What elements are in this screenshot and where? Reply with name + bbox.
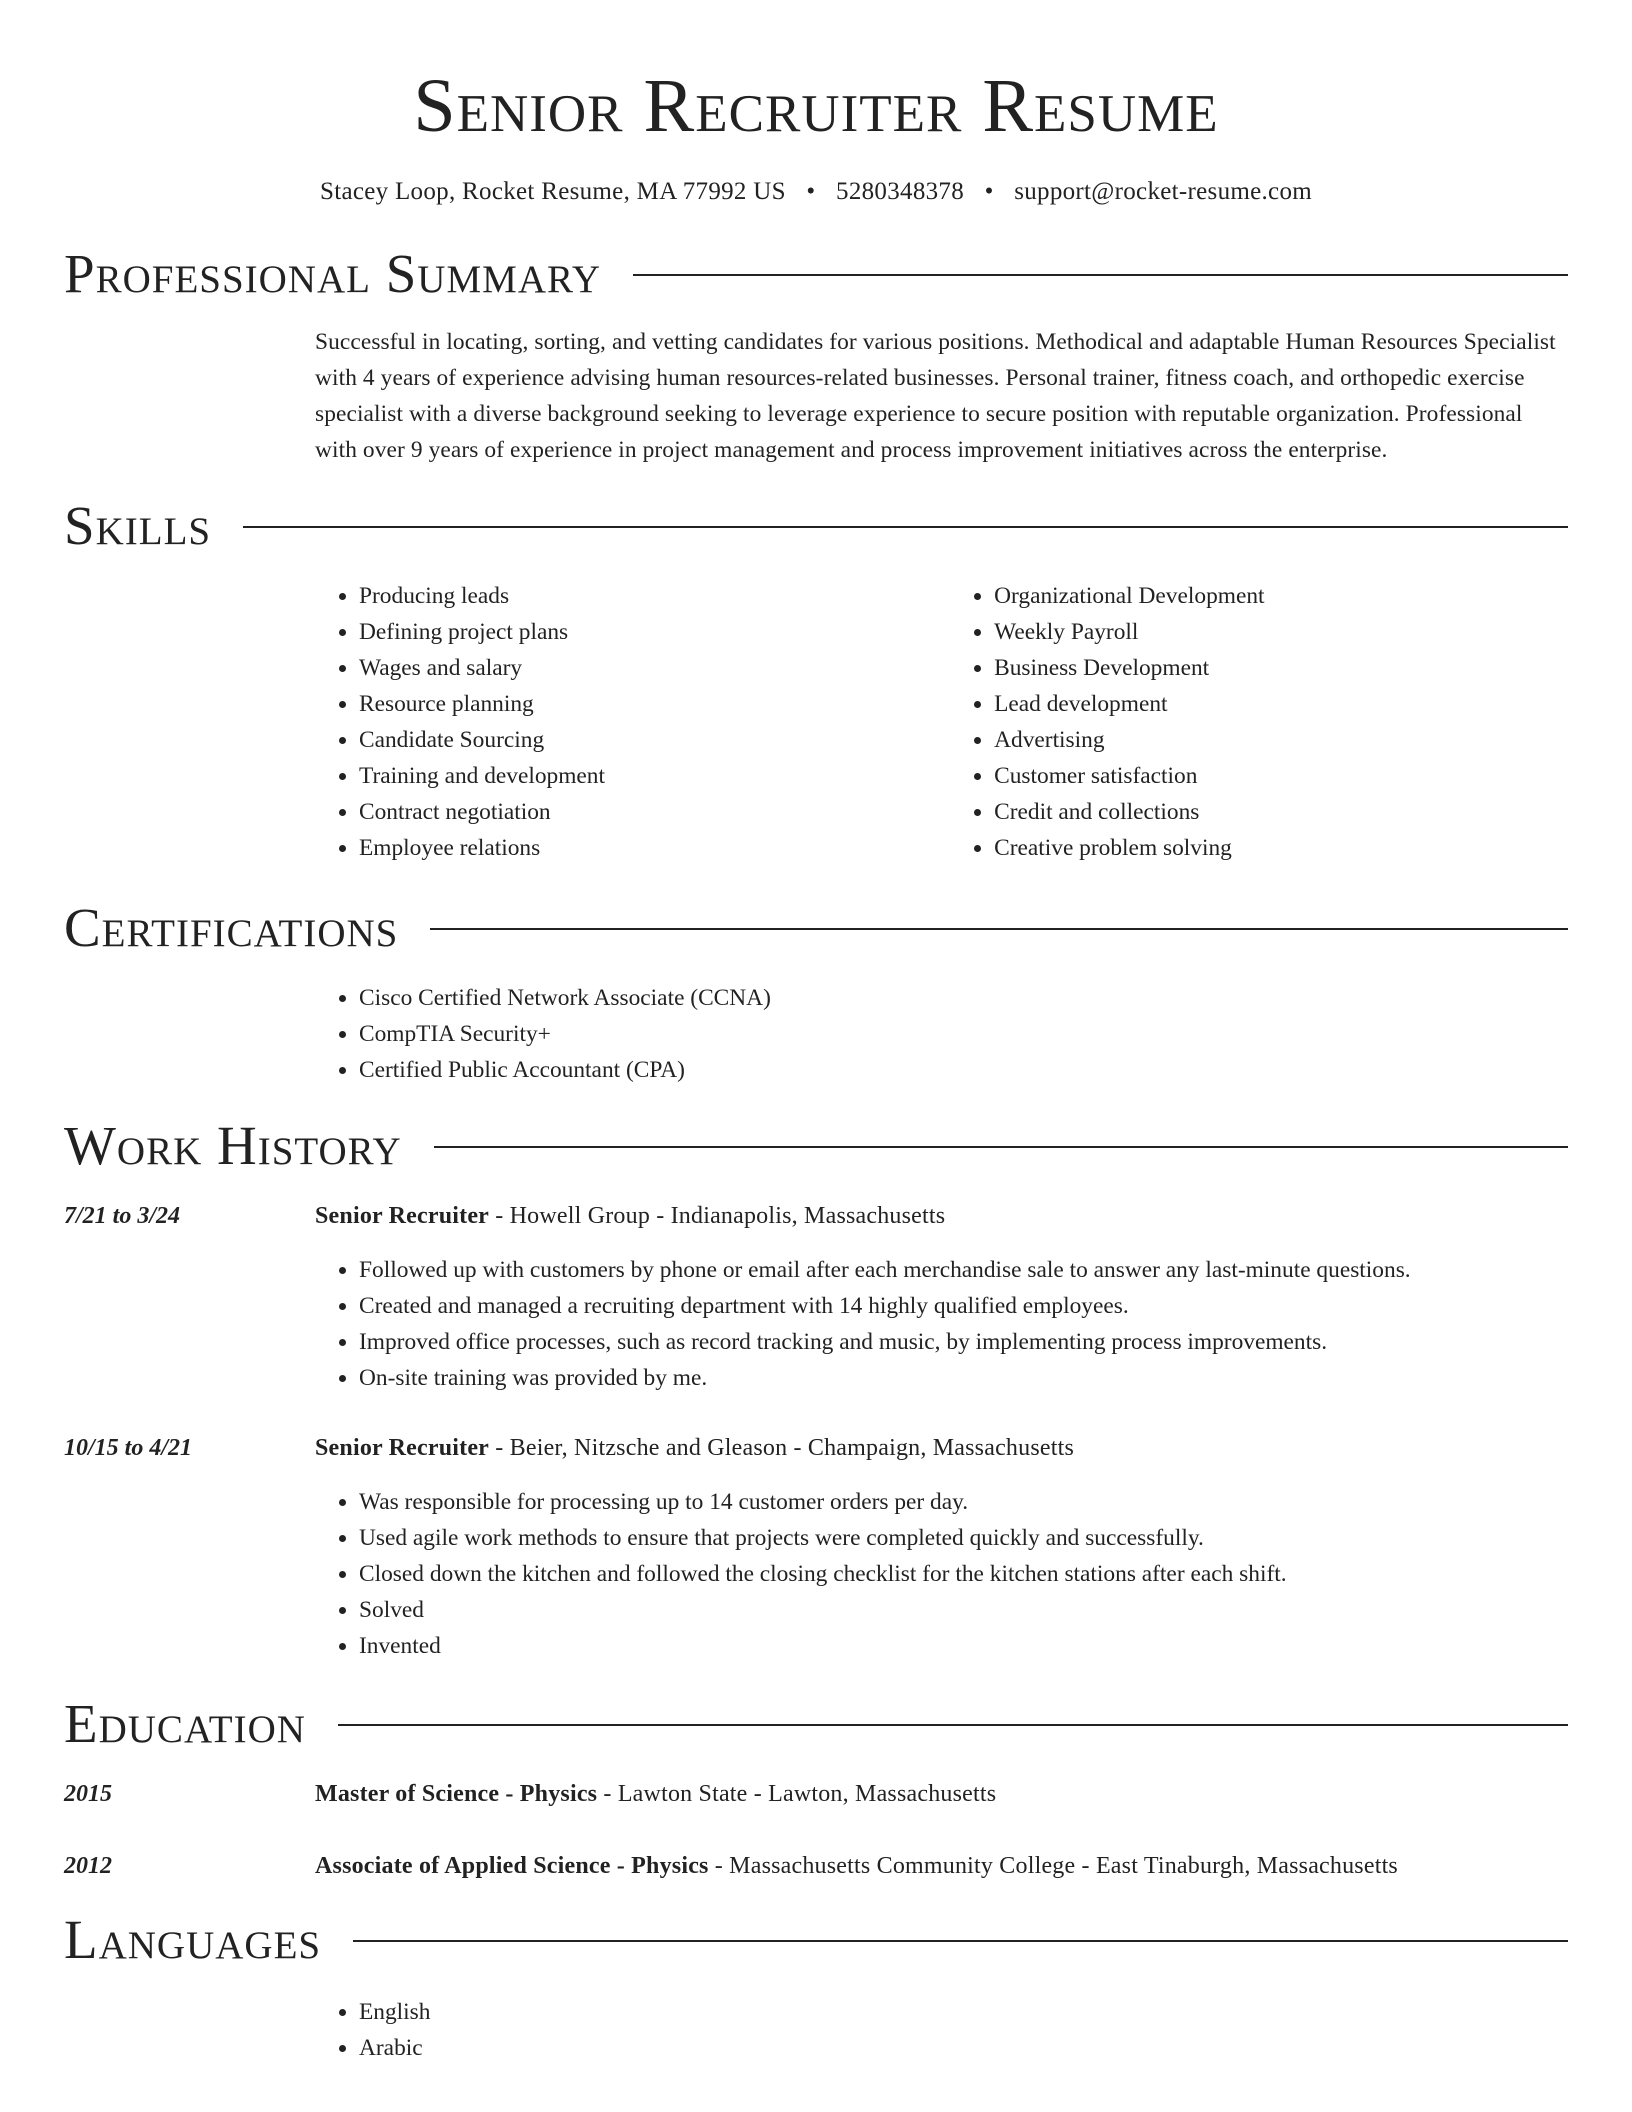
education-details: - Massachusetts Community College - East Tinaburgh, Massachusetts [708, 1853, 1398, 1879]
job-bullets [315, 1484, 1568, 1664]
skills-column-left [315, 578, 906, 866]
skill-item: • Business Development [994, 650, 1568, 686]
skills-section-header [64, 494, 1568, 558]
work-history-section-header [64, 1114, 1568, 1178]
education-year: 2015 [64, 1781, 112, 1807]
skills-list [315, 578, 1568, 866]
education-heading: Education [64, 1693, 306, 1754]
skill-item: • Organizational Development [994, 578, 1568, 614]
job-bullet: • Solved [359, 1592, 1568, 1628]
job-dates: 10/15 to 4/21 [64, 1435, 193, 1461]
job-title: Senior Recruiter [315, 1435, 490, 1461]
skill-item: • Defining project plans [359, 614, 906, 650]
job-heading [315, 1198, 945, 1234]
skill-item: • Employee relations [359, 830, 906, 866]
skill-item: • Customer satisfaction [994, 758, 1568, 794]
job-bullet: • Was responsible for processing up to 14 customer orders per day. [359, 1484, 1568, 1520]
contact-email: support@rocket-resume.com [1014, 178, 1312, 205]
section-divider [430, 928, 1568, 930]
skill-item: • Weekly Payroll [994, 614, 1568, 650]
education-entry [64, 1848, 1568, 1884]
education-heading-line [315, 1848, 1398, 1884]
languages-heading: Languages [64, 1909, 322, 1970]
job-bullet: • Invented [359, 1628, 1568, 1664]
skill-item: • Wages and salary [359, 650, 906, 686]
education-heading-line [315, 1776, 996, 1812]
section-divider [633, 274, 1568, 276]
summary-section-header [64, 242, 1568, 306]
job-bullet: • On-site training was provided by me. [359, 1360, 1568, 1396]
certification-item: • Certified Public Accountant (CPA) [359, 1052, 1568, 1088]
education-year: 2012 [64, 1853, 112, 1879]
skill-item: • Candidate Sourcing [359, 722, 906, 758]
summary-heading: Professional Summary [64, 243, 602, 304]
education-degree: Master of Science - Physics [315, 1781, 598, 1807]
certification-item: • CompTIA Security+ [359, 1016, 1568, 1052]
skill-item: • Resource planning [359, 686, 906, 722]
job-dates: 7/21 to 3/24 [64, 1203, 181, 1229]
contact-separator: • [984, 178, 994, 205]
languages-section-header [64, 1908, 1568, 1972]
skill-item: • Contract negotiation [359, 794, 906, 830]
skills-heading: Skills [64, 495, 212, 556]
languages-list [315, 1994, 1568, 2066]
skills-column-right [950, 578, 1568, 866]
job-details: - Howell Group - Indianapolis, Massachusetts [489, 1203, 946, 1229]
language-item: • English [359, 1994, 1568, 2030]
job-bullets [315, 1252, 1568, 1396]
job-entry [64, 1198, 1568, 1234]
skill-item: • Credit and collections [994, 794, 1568, 830]
job-bullet: • Used agile work methods to ensure that projects were completed quickly and successfully. [359, 1520, 1568, 1556]
resume-page [64, 0, 1568, 2066]
education-details: - Lawton State - Lawton, Massachusetts [597, 1781, 997, 1807]
skill-item: • Advertising [994, 722, 1568, 758]
contact-phone: 5280348378 [836, 178, 965, 205]
certifications-section-header [64, 896, 1568, 960]
section-divider [353, 1940, 1568, 1942]
job-bullet: • Created and managed a recruiting department with 14 highly qualified employees. [359, 1288, 1568, 1324]
contact-line [64, 176, 1568, 208]
job-bullet: • Followed up with customers by phone or email after each merchandise sale to answer any last-minute questions. [359, 1252, 1568, 1288]
skill-item: • Training and development [359, 758, 906, 794]
resume-title: Senior Recruiter Resume [413, 64, 1219, 148]
skill-item: • Creative problem solving [994, 830, 1568, 866]
skill-item: • Lead development [994, 686, 1568, 722]
section-divider [434, 1146, 1568, 1148]
job-bullet: • Closed down the kitchen and followed the closing checklist for the kitchen stations after each shift. [359, 1556, 1568, 1592]
job-bullet: • Improved office processes, such as record tracking and music, by implementing process improvements. [359, 1324, 1568, 1360]
job-details: - Beier, Nitzsche and Gleason - Champaign, Massachusetts [489, 1435, 1074, 1461]
certifications-heading: Certifications [64, 897, 399, 958]
language-item: • Arabic [359, 2030, 1568, 2066]
summary-text: Successful in locating, sorting, and vetting candidates for various positions. Methodical and adaptable Human Resources Specialist with 4 years of experience advising human resources-related businesses. Personal trainer, fitness coach, and orthopedic exercise specialist with a diverse background seeking to leverage experience to secure position with reputable organization. Professional with over 9 years of experience in project management and process improvement initiatives across the enterprise. [315, 329, 1556, 463]
section-divider [243, 526, 1568, 528]
job-entry [64, 1430, 1568, 1466]
certifications-list [315, 980, 1568, 1088]
section-divider [338, 1724, 1568, 1726]
contact-address: Stacey Loop, Rocket Resume, MA 77992 US [320, 178, 786, 205]
contact-separator: • [806, 178, 816, 205]
education-entry [64, 1776, 1568, 1812]
certification-item: • Cisco Certified Network Associate (CCNA) [359, 980, 1568, 1016]
skill-item: • Producing leads [359, 578, 906, 614]
education-section-header [64, 1692, 1568, 1756]
job-heading [315, 1430, 1074, 1466]
work-history-heading: Work History [64, 1115, 402, 1176]
education-degree: Associate of Applied Science - Physics [315, 1853, 709, 1879]
job-title: Senior Recruiter [315, 1203, 490, 1229]
